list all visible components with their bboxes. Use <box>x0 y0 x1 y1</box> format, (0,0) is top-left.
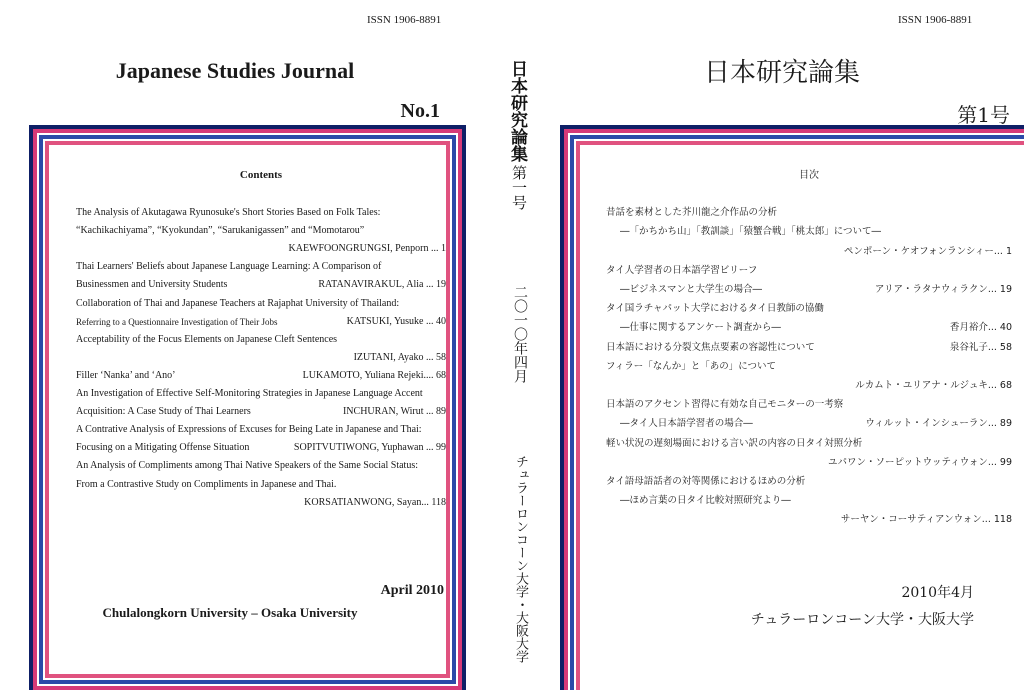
toc-entry <box>76 313 446 331</box>
spine-date: 二〇一〇年四月 <box>512 285 528 383</box>
toc-line: “Kachikachiyama”, “Kyokundan”, “Sarukanigassen” and “Momotarou” <box>76 225 365 237</box>
toc-line: タイ人学習者の日本語学習ビリーフ <box>606 264 758 276</box>
toc-line: 日本語のアクセント習得に有効な自己モニターの一考察 <box>606 399 844 411</box>
toc-line: タイ語母語話者の対等関係におけるほめの分析 <box>606 476 806 488</box>
toc-line: Acceptability of the Focus Elements on Japanese Cleft Sentences <box>76 333 338 345</box>
japanese-cover <box>540 0 1024 690</box>
journal-title: Japanese Studies Journal <box>115 58 355 83</box>
toc-line: 昔話を素材とした芥川龍之介作品の分析 <box>606 207 778 219</box>
toc-entry <box>606 338 1012 357</box>
toc-line: ―ほめ言葉の日タイ比較対照研究より― <box>620 495 791 507</box>
toc-line: ―タイ人日本語学習者の場合― <box>620 418 753 430</box>
toc-entry <box>76 367 446 385</box>
table-of-contents <box>606 166 1012 530</box>
book-spine <box>482 0 538 690</box>
toc-entry <box>76 276 446 294</box>
toc-line: A Contrative Analysis of Expressions of Excuses for Being Late in Japanese and Thai: <box>76 424 422 436</box>
toc-line: Focusing on a Mitigating Offense Situation <box>76 442 250 454</box>
toc-author: アリア・ラタナウィラクン... 19 <box>874 284 1012 296</box>
toc-line: Referring to a Questionnaire Investigation of Their Jobs <box>76 316 278 327</box>
toc-line: Thai Learners' Beliefs about Japanese Language Learning: A Comparison of <box>76 261 382 273</box>
spine-issue: 第一号 <box>510 165 528 210</box>
table-of-contents <box>76 166 446 512</box>
english-cover <box>0 0 480 690</box>
toc-line: Acquisition: A Case Study of Thai Learners <box>76 406 251 418</box>
toc-author: KATSUKI, Yusuke ... 40 <box>346 315 446 327</box>
toc-line: ―ビジネスマンと大学生の場合― <box>620 284 763 296</box>
toc-author: ペンポーン・ケオフォンランシィー... 1 <box>843 245 1012 257</box>
toc-line: Filler ‘Nanka’ and ‘Ano’ <box>76 369 176 381</box>
publisher: Chulalongkorn University – Osaka University <box>102 605 358 620</box>
toc-author: サーヤン・コーサティアンウォン... 118 <box>840 514 1012 526</box>
toc-author: IZUTANI, Ayako ... 58 <box>353 351 446 363</box>
toc-entry <box>606 318 1012 337</box>
toc-author: KORSATIANWONG, Sayan... 118 <box>304 496 446 508</box>
toc-entry <box>76 439 446 457</box>
toc-author: ユパワン・ソーピットウッティウォン... 99 <box>828 456 1012 468</box>
journal-title: 日本研究論集 <box>703 58 860 88</box>
toc-line: フィラー「なんか」と「あの」について <box>606 360 777 372</box>
publication-date: 2010年4月 <box>901 585 974 601</box>
toc-author: LUKAMOTO, Yuliana Rejeki.... 68 <box>302 369 446 381</box>
toc-line: 日本語における分裂文焦点要素の容認性について <box>606 341 815 353</box>
contents-heading: 目次 <box>799 170 819 181</box>
toc-author: INCHURAN, Wirut ... 89 <box>342 406 446 418</box>
spine-title: 日本研究論集 <box>507 60 527 162</box>
toc-line: 軽い状況の遅刻場面における言い訳の内容の日タイ対照分析 <box>606 437 863 449</box>
issue-number: 第1号 <box>957 103 1010 127</box>
toc-line: Businessmen and University Students <box>76 279 228 291</box>
toc-line: ―「かちかち山」「教訓談」「猿蟹合戦」「桃太郎」について― <box>620 226 882 238</box>
toc-author: 香月裕介... 40 <box>949 322 1012 334</box>
contents-heading: Contents <box>239 169 283 181</box>
issn-label: ISSN 1906-8891 <box>898 14 973 26</box>
toc-entry <box>76 403 446 421</box>
issn-label: ISSN 1906-8891 <box>367 14 442 26</box>
toc-author: ウィルット・インシューラン... 89 <box>865 418 1012 430</box>
toc-author: ルカムト・ユリアナ・ルジュキ... 68 <box>855 380 1012 392</box>
toc-line: The Analysis of Akutagawa Ryunosuke's Short Stories Based on Folk Tales: <box>76 207 381 219</box>
publisher: チュラーロンコーン大学・大阪大学 <box>750 612 974 628</box>
toc-line: タイ国ラチャパット大学におけるタイ日教師の協働 <box>606 303 824 315</box>
toc-line: An Investigation of Effective Self-Monitoring Strategies in Japanese Language Accent <box>76 388 423 400</box>
toc-author: KAEWFOONGRUNGSI, Penporn ... 1 <box>288 243 446 255</box>
toc-author: SOPITVUTIWONG, Yuphawan ... 99 <box>293 442 446 454</box>
toc-line: From a Contrastive Study on Compliments in Japanese and Thai. <box>76 478 337 490</box>
toc-author: 泉谷礼子... 58 <box>949 341 1012 353</box>
toc-author: RATANAVIRAKUL, Alia ... 19 <box>318 279 446 291</box>
toc-line: Collaboration of Thai and Japanese Teachers at Rajaphat University of Thailand: <box>76 297 400 309</box>
issue-number: No.1 <box>400 100 440 122</box>
spine-publisher: チュラーロンコーン大学・大阪大学 <box>513 455 528 663</box>
publication-date: April 2010 <box>380 583 444 598</box>
toc-entry <box>606 280 1012 299</box>
toc-line: An Analysis of Compliments among Thai Native Speakers of the Same Social Status: <box>76 460 418 472</box>
toc-entry <box>606 414 1012 433</box>
toc-line: ―仕事に関するアンケート調査から― <box>620 322 781 334</box>
